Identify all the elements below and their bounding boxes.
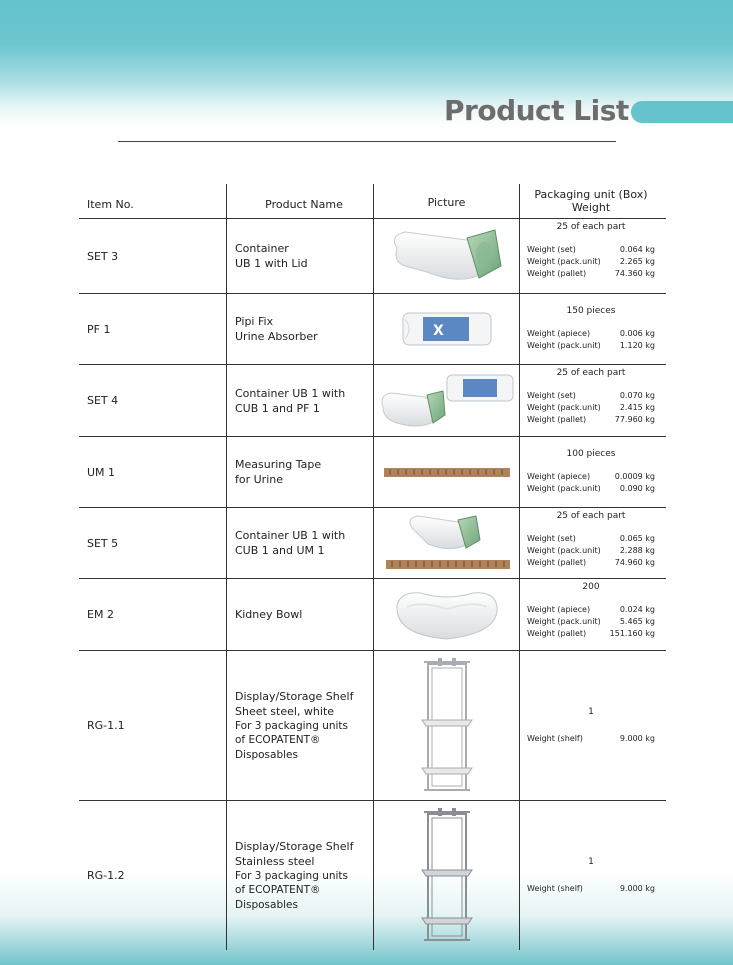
weight-value: 0.065 kg: [619, 534, 655, 543]
product-description-line: Disposables: [235, 898, 298, 911]
weight-label: Weight (set): [527, 534, 576, 543]
weight-label: Weight (pack.unit): [527, 484, 601, 493]
product-description-line: For 3 packaging units: [235, 869, 349, 882]
white-shelf-icon: [373, 651, 519, 800]
table-row: [79, 219, 666, 294]
measuring-tape-icon: [373, 437, 519, 507]
packaging-quantity: 150 pieces: [566, 306, 616, 316]
weight-line: [527, 545, 655, 557]
product-name-line: CUB 1 and UM 1: [235, 544, 325, 557]
weight-line: [527, 414, 655, 426]
product-name-line: Urine Absorber: [235, 330, 318, 343]
weight-line: [527, 616, 655, 628]
weight-line: [527, 533, 655, 545]
absorber-pack-icon: [373, 294, 519, 364]
product-name-cell: [226, 651, 373, 800]
weight-value: 74.360 kg: [614, 269, 655, 278]
product-name-line: UB 1 with Lid: [235, 257, 308, 270]
weight-label: Weight (set): [527, 391, 576, 400]
header-item-no: Item No.: [87, 197, 134, 211]
weight-value: 2.415 kg: [619, 403, 655, 412]
weight-label: Weight (pallet): [527, 415, 587, 424]
product-name-line: Measuring Tape: [235, 458, 322, 471]
weight-label: Weight (pallet): [527, 269, 587, 278]
weight-value: 5.465 kg: [619, 617, 655, 626]
table-body: [79, 219, 666, 950]
page-title: Product List: [444, 94, 629, 127]
weight-line: [527, 256, 655, 268]
product-name-cell: [226, 294, 373, 364]
packaging-cell: [519, 651, 666, 800]
product-name-line: Container UB 1 with: [235, 529, 346, 542]
product-description-line: Disposables: [235, 748, 298, 761]
weight-line: [527, 328, 655, 340]
weight-label: Weight (pallet): [527, 629, 587, 638]
product-name-line: Container UB 1 with: [235, 386, 346, 400]
product-name-line: for Urine: [235, 473, 283, 486]
weight-line: [527, 340, 655, 352]
product-name-line: Display/Storage Shelf: [235, 689, 354, 703]
weight-line: [527, 390, 655, 402]
weight-line: [527, 883, 655, 895]
container-and-tape-icon: [373, 508, 519, 578]
header-product-name: Product Name: [226, 184, 373, 218]
product-table: [79, 184, 666, 950]
weight-value: 2.265 kg: [619, 257, 655, 266]
packaging-cell: [519, 365, 666, 436]
product-name-cell: [226, 508, 373, 578]
weight-value: 2.288 kg: [619, 546, 655, 555]
weight-line: [527, 604, 655, 616]
packaging-cell: [519, 801, 666, 950]
weight-line: [527, 244, 655, 256]
product-name-line: Display/Storage Shelf: [235, 839, 354, 853]
item-number: SET 4: [87, 394, 119, 407]
product-name-line: Kidney Bowl: [235, 608, 303, 621]
svg-text:X: X: [432, 323, 444, 339]
weight-line: [527, 268, 655, 280]
table-row: [79, 437, 666, 508]
title-rule: [118, 141, 616, 142]
weight-value: 0.070 kg: [619, 391, 655, 400]
weight-value: 9.000 kg: [619, 733, 655, 743]
product-description-line: of ECOPATENT®: [235, 734, 321, 747]
header-packaging: [519, 184, 666, 218]
item-number: RG-1.2: [87, 869, 125, 882]
product-name-line: CUB 1 and PF 1: [235, 401, 320, 415]
weight-label: Weight (pack.unit): [527, 257, 601, 266]
weight-value: 151.160 kg: [609, 629, 655, 638]
header-packaging-line1: Packaging unit (Box): [534, 188, 648, 201]
product-name-line: Sheet steel, white: [235, 704, 335, 718]
weight-label: Weight (pallet): [527, 558, 587, 567]
packaging-quantity: 25 of each part: [556, 511, 626, 521]
packaging-quantity: 1: [588, 856, 594, 867]
product-name-cell: [226, 437, 373, 507]
weight-value: 0.0009 kg: [614, 472, 655, 481]
weight-value: 9.000 kg: [619, 883, 655, 893]
weight-line: [527, 471, 655, 483]
urine-container-icon: [373, 219, 519, 293]
container-and-absorber-icon: [373, 365, 519, 436]
product-name-line: Container: [235, 242, 289, 255]
weight-line: [527, 628, 655, 640]
packaging-cell: [519, 508, 666, 578]
weight-label: Weight (apiece): [527, 472, 591, 481]
product-name-cell: [226, 365, 373, 436]
weight-line: [527, 402, 655, 414]
product-description-line: of ECOPATENT®: [235, 884, 321, 897]
weight-value: 0.006 kg: [619, 329, 655, 338]
weight-label: Weight (pack.unit): [527, 617, 601, 626]
weight-value: 1.120 kg: [619, 341, 655, 350]
weight-line: [527, 483, 655, 495]
weight-label: Weight (pack.unit): [527, 403, 601, 412]
item-number: PF 1: [87, 322, 111, 336]
packaging-cell: [519, 294, 666, 364]
weight-label: Weight (apiece): [527, 605, 591, 614]
table-row: [79, 801, 666, 950]
packaging-cell: [519, 579, 666, 650]
item-number: SET 5: [87, 536, 119, 550]
table-row: [79, 508, 666, 579]
product-name-cell: [226, 579, 373, 650]
product-name-cell: [226, 219, 373, 293]
packaging-quantity: 1: [588, 706, 594, 717]
weight-label: Weight (set): [527, 245, 576, 254]
item-number: RG-1.1: [87, 719, 125, 732]
weight-value: 0.064 kg: [619, 245, 655, 254]
weight-value: 0.024 kg: [619, 605, 655, 614]
table-row: [79, 579, 666, 651]
weight-label: Weight (shelf): [527, 733, 583, 743]
item-number: UM 1: [87, 465, 116, 479]
weight-label: Weight (pack.unit): [527, 546, 601, 555]
kidney-bowl-icon: [373, 579, 519, 650]
product-name-cell: [226, 801, 373, 950]
weight-line: [527, 557, 655, 569]
product-description-line: For 3 packaging units: [235, 719, 349, 732]
packaging-cell: [519, 437, 666, 507]
packaging-cell: [519, 219, 666, 293]
weight-label: Weight (apiece): [527, 329, 591, 338]
item-number: SET 3: [87, 249, 119, 263]
product-name-line: Stainless steel: [235, 854, 315, 868]
weight-value: 77.960 kg: [614, 415, 655, 424]
packaging-quantity: 100 pieces: [566, 449, 616, 459]
table-row: [79, 365, 666, 437]
title-tab-decoration: [631, 101, 733, 123]
weight-line: [527, 733, 655, 745]
weight-label: Weight (pack.unit): [527, 341, 601, 350]
packaging-quantity: 25 of each part: [556, 368, 626, 378]
header-picture: Picture: [373, 184, 519, 218]
table-row: [79, 651, 666, 801]
weight-value: 0.090 kg: [619, 484, 655, 493]
weight-value: 74.960 kg: [614, 558, 655, 567]
header-packaging-line2: Weight: [571, 201, 611, 214]
table-header: [79, 184, 666, 219]
packaging-quantity: 25 of each part: [556, 222, 626, 232]
table-row: [79, 294, 666, 365]
steel-shelf-icon: [373, 801, 519, 950]
item-number: EM 2: [87, 608, 114, 621]
product-name-line: Pipi Fix: [235, 315, 274, 328]
packaging-quantity: 200: [582, 582, 600, 592]
weight-label: Weight (shelf): [527, 883, 583, 893]
